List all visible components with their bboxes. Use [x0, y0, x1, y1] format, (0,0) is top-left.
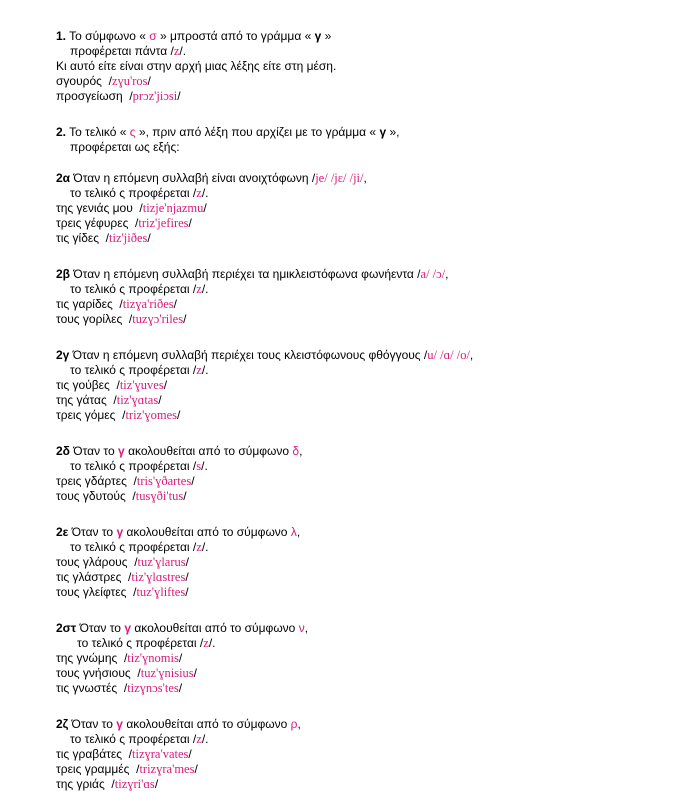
example-line: της γενιάς μου /tizje'njazmu/: [56, 201, 207, 215]
rule-number: 2.: [56, 125, 67, 139]
example-line: τους γδυτούς /tusɣði'tus/: [56, 489, 187, 503]
rule-1-line-2: προφέρεται πάντα /z/.: [70, 44, 187, 58]
example-line: τρεις γόμες /triz'ɣomes/: [56, 408, 181, 422]
ipa-text: zɣu'ros: [111, 74, 148, 88]
ipa-text: z: [203, 636, 209, 650]
rule-number: 1.: [56, 29, 67, 43]
section-2e: [56, 525, 656, 600]
example-line: τις γαρίδες /tizɣa'riðes/: [56, 297, 177, 311]
ipa-text: tizje'njazmu: [142, 201, 204, 215]
rule-2: [56, 125, 656, 155]
example-line: τις γούβες /tiz'ɣuves/: [56, 378, 168, 392]
highlight-letter: ρ: [290, 717, 298, 731]
ipa-text: tuz'ɣliftes: [136, 585, 186, 599]
example-line: της γριάς /tizɣri'ɑs/: [56, 777, 159, 791]
highlight-letter: λ: [290, 525, 297, 539]
ipa-text: prɔz'jiɔsi: [132, 89, 178, 103]
example-line: τους γνήσιους /tuz'ɣnisius/: [56, 666, 198, 680]
ipa-text: trizɣra'mes: [139, 762, 195, 776]
rule-1: [56, 29, 656, 104]
section-2b: [56, 267, 656, 327]
example-line: τις γραβάτες /tizɣra'vates/: [56, 747, 192, 761]
section-condition: 2β Όταν η επόμενη συλλαβή περιέχει τα ημικλειστόφωνα φωνήεντα /a/ /ɔ/,: [56, 267, 449, 281]
ipa-text: tiz'jiðes: [109, 231, 148, 245]
ipa-text: tusɣði'tus: [135, 489, 184, 503]
section-result: το τελικό ς προφέρεται /z/.: [70, 540, 209, 554]
highlight-letter: ς: [129, 125, 136, 139]
section-number: 2α: [56, 171, 71, 185]
example-line: τρεις γέφυρες /triz'jefires/: [56, 216, 192, 230]
rule-2-line-1: 2. Το τελικό « ς », πριν από λέξη που αρχίζει με το γράμμα « γ »,: [56, 125, 400, 139]
gamma-letter: γ: [118, 444, 125, 458]
document: [56, 29, 656, 792]
ipa-text: tizɣnɔs'tes: [127, 681, 179, 695]
section-number: 2β: [56, 267, 70, 281]
ipa-text: s: [196, 459, 202, 473]
section-number: 2ζ: [56, 717, 69, 731]
ipa-text: tris'ɣðartes: [136, 474, 192, 488]
ipa-text: tizɣa'riðes: [122, 297, 174, 311]
section-result: το τελικό ς προφέρεται /z/.: [70, 186, 209, 200]
section-condition: 2ζ Όταν το γ ακολουθείται από το σύμφωνο ρ,: [56, 717, 301, 731]
ipa-text: a/ /ɔ/: [420, 267, 446, 281]
section-result: το τελικό ς προφέρεται /z/.: [70, 363, 209, 377]
section-number: 2ε: [56, 525, 69, 539]
ipa-text: triz'jefires: [138, 216, 189, 230]
ipa-text: z: [173, 44, 180, 58]
ipa-text: z: [196, 732, 202, 746]
highlight-letter: ν: [298, 621, 305, 635]
section-number: 2στ: [56, 621, 77, 635]
example-line: τρεις γραμμές /trizɣra'mes/: [56, 762, 198, 776]
gamma-letter: γ: [379, 125, 387, 139]
section-result: το τελικό ς προφέρεται /z/.: [70, 732, 209, 746]
example-line: της γάτας /tiz'ɣɑtas/: [56, 393, 162, 407]
gamma-letter: γ: [314, 29, 322, 43]
ipa-text: tiz'ɣlɑstres: [131, 570, 186, 584]
ipa-text: z: [196, 282, 202, 296]
example-line: τις γίδες /tiz'jiðes/: [56, 231, 151, 245]
section-condition: 2στ Όταν το γ ακολουθείται από το σύμφωνο ν,: [56, 621, 309, 635]
ipa-text: tizɣri'ɑs: [114, 777, 155, 791]
section-result: το τελικό ς προφέρεται /z/.: [77, 636, 216, 650]
example-line: σγουρός /zɣu'ros/: [56, 74, 151, 88]
gamma-letter: γ: [124, 621, 132, 635]
ipa-text: tiz'ɣɑtas: [116, 393, 159, 407]
ipa-text: tiz'ɣuves: [119, 378, 164, 392]
ipa-text: z: [196, 540, 202, 554]
example-line: τους γλάρους /tuz'ɣlarus/: [56, 555, 189, 569]
section-result: το τελικό ς προφέρεται /z/.: [70, 282, 209, 296]
section-2z: [56, 717, 656, 792]
ipa-text: triz'ɣomes: [125, 408, 177, 422]
section-number: 2γ: [56, 348, 70, 362]
section-condition: 2α Όταν η επόμενη συλλαβή είναι ανοιχτόφωνη /je/ /jɛ/ /ji/,: [56, 171, 367, 185]
section-condition: 2ε Όταν το γ ακολουθείται από το σύμφωνο λ,: [56, 525, 301, 539]
example-line: τις γνωστές /tizɣnɔs'tes/: [56, 681, 183, 695]
ipa-text: tizɣra'vates: [132, 747, 189, 761]
ipa-text: tuzɣɔ'riles: [132, 312, 184, 326]
rule-1-line-1: 1. Το σύμφωνο « σ » μπροστά από το γράμμα « γ »: [56, 29, 332, 43]
ipa-text: tuz'ɣnisius: [140, 666, 194, 680]
section-result: το τελικό ς προφέρεται /s/.: [70, 459, 208, 473]
ipa-text: z: [196, 363, 202, 377]
section-condition: 2δ Όταν το γ ακολουθείται από το σύμφωνο δ,: [56, 444, 303, 458]
ipa-text: tiz'ɣnomis: [127, 651, 179, 665]
example-line: προσγείωση /prɔz'jiɔsi/: [56, 89, 181, 103]
example-line: της γνώμης /tiz'ɣnomis/: [56, 651, 183, 665]
gamma-letter: γ: [116, 717, 123, 731]
highlight-letter: σ: [149, 29, 157, 43]
ipa-text: u/ /ɑ/ /o/: [427, 348, 470, 362]
ipa-text: je/ /jɛ/ /ji/: [315, 171, 364, 185]
section-number: 2δ: [56, 444, 70, 458]
highlight-letter: δ: [292, 444, 300, 458]
example-line: τους γλείφτες /tuz'ɣliftes/: [56, 585, 189, 599]
section-2c: [56, 348, 656, 423]
rule-1-line-3: Κι αυτό είτε είναι στην αρχή μιας λέξης είτε στη μέση.: [56, 59, 337, 73]
example-line: τρεις γδάρτες /tris'ɣðartes/: [56, 474, 195, 488]
rule-2-line-2: προφέρεται ως εξής:: [70, 140, 180, 154]
ipa-text: tuz'ɣlarus: [137, 555, 186, 569]
gamma-letter: γ: [116, 525, 124, 539]
section-2d: [56, 444, 656, 504]
section-2st: [56, 621, 656, 696]
example-line: τις γλάστρες /tiz'ɣlɑstres/: [56, 570, 189, 584]
ipa-text: z: [196, 186, 202, 200]
section-condition: 2γ Όταν η επόμενη συλλαβή περιέχει τους κλειστόφωνους φθόγγους /u/ /ɑ/ /o/,: [56, 348, 474, 362]
example-line: τους γορίλες /tuzɣɔ'riles/: [56, 312, 187, 326]
section-2a: [56, 171, 656, 246]
